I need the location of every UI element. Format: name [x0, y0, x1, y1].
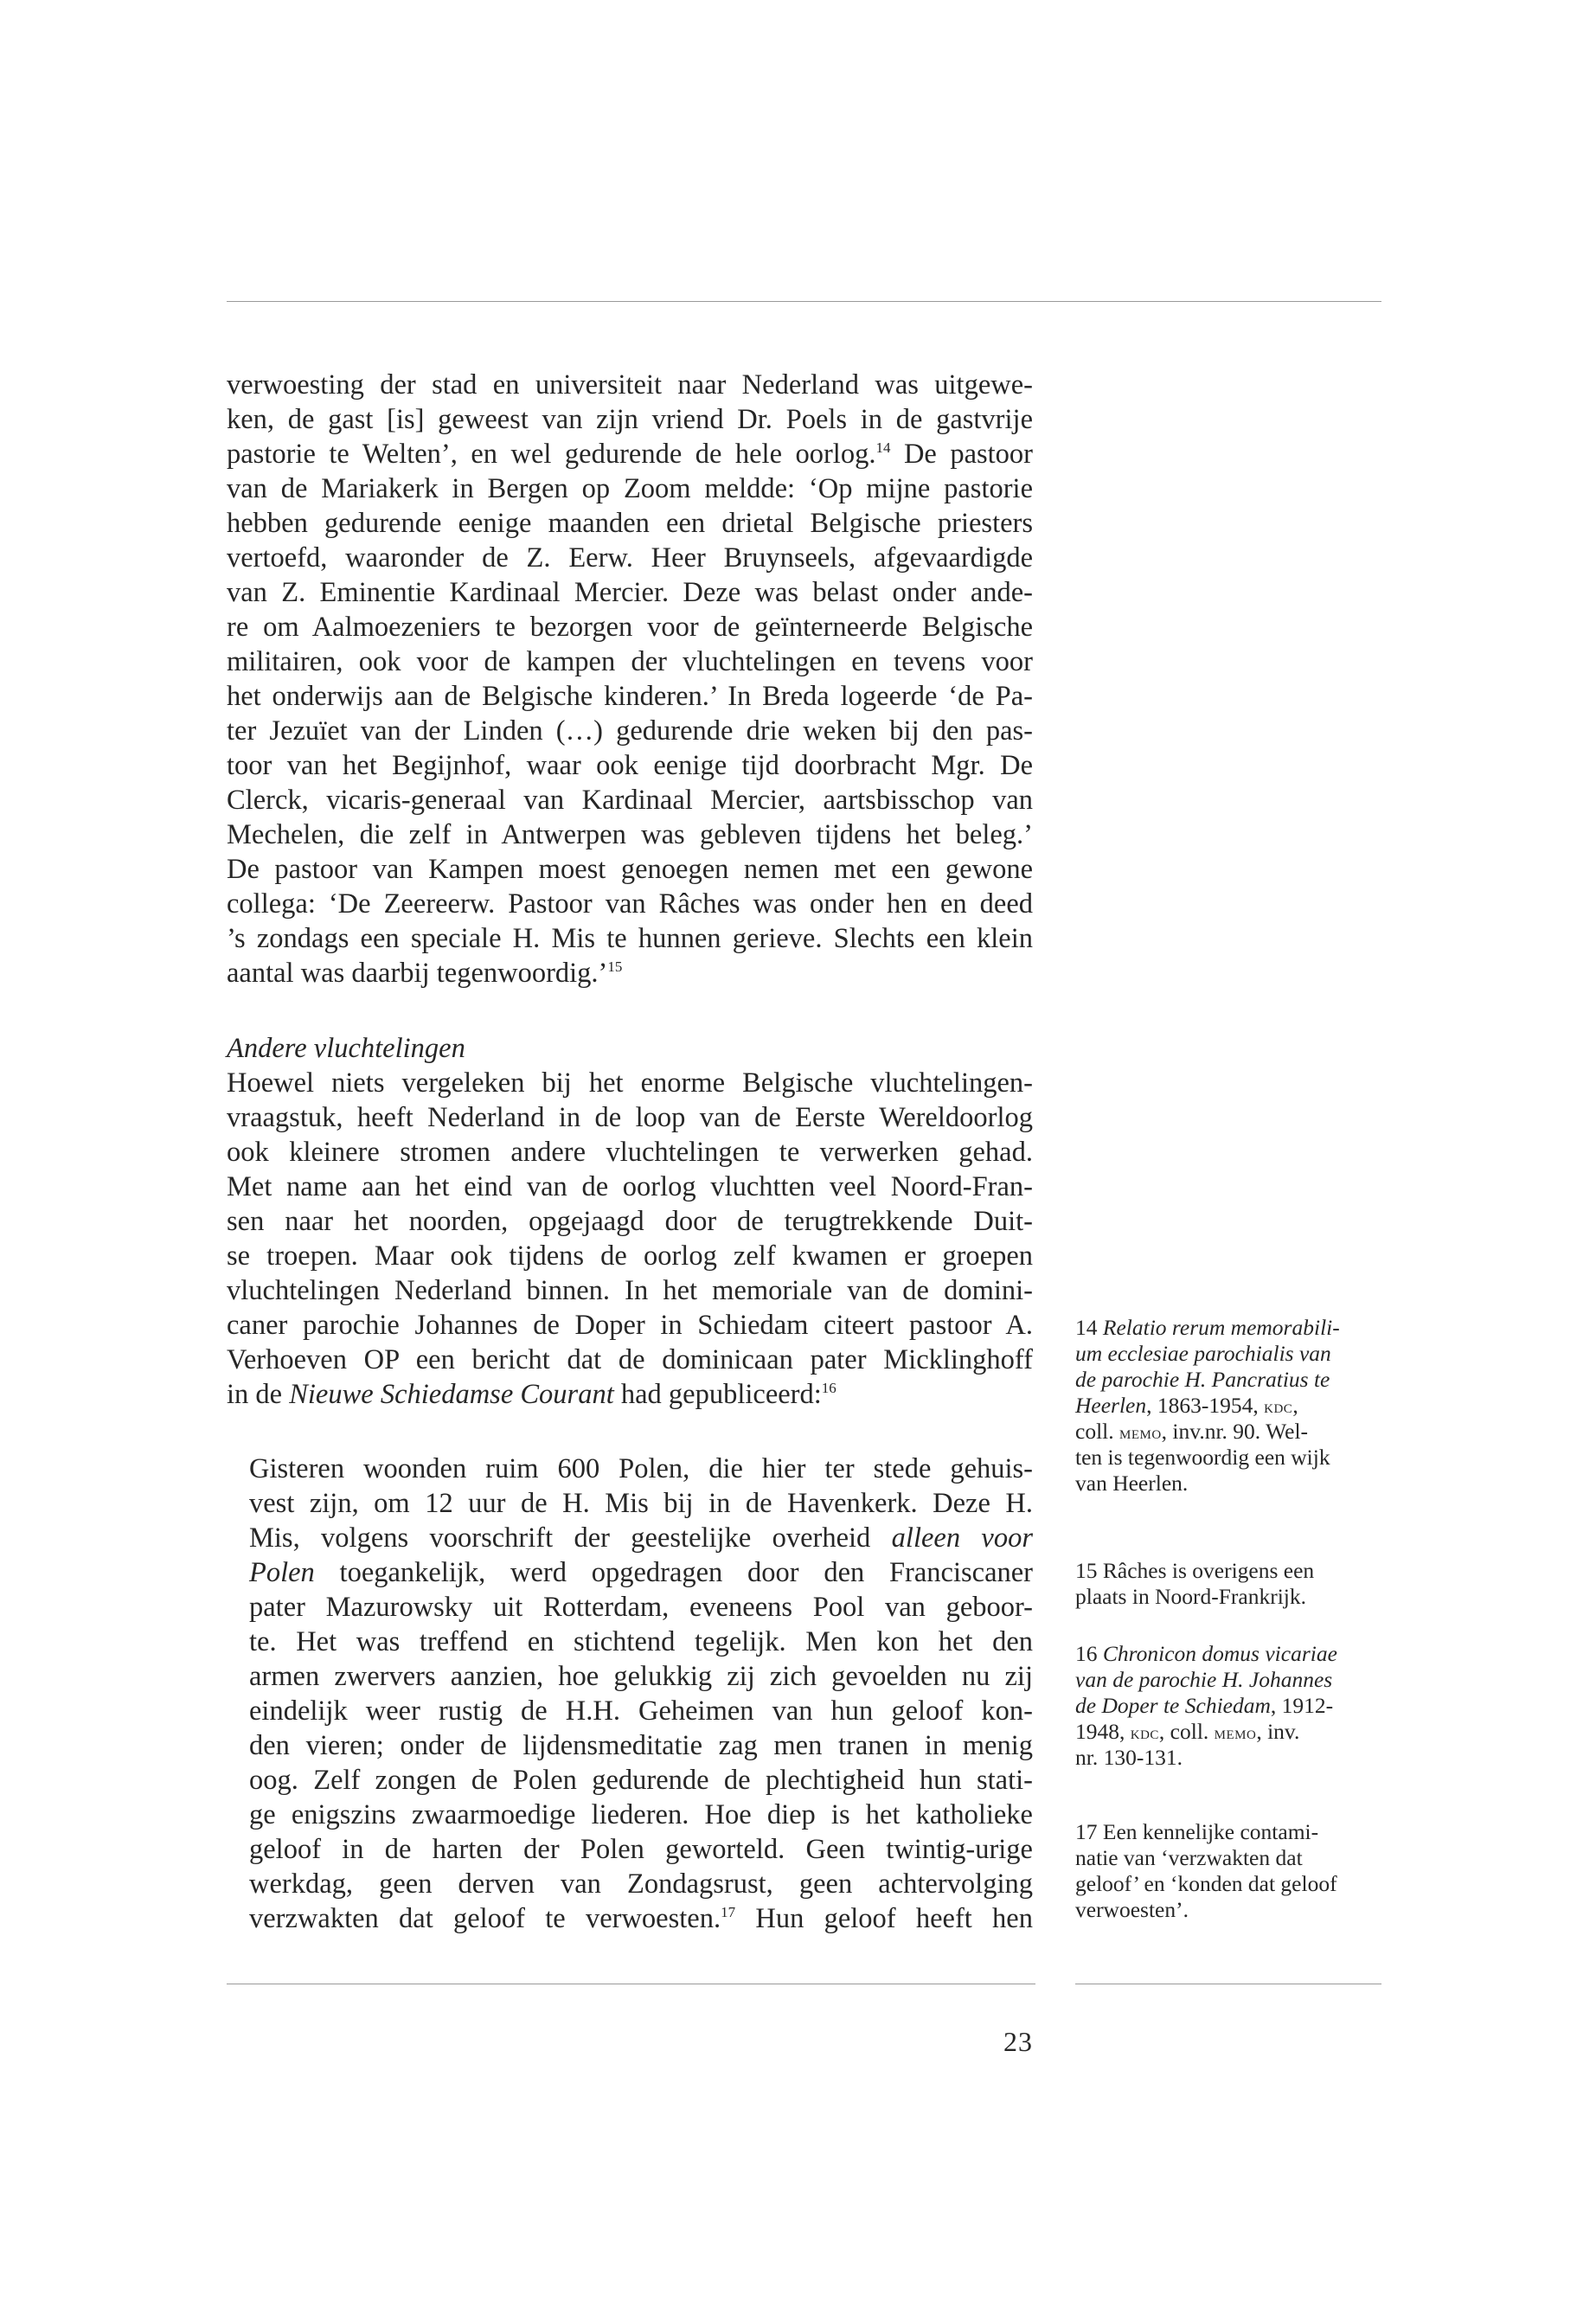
footnote-number: 15: [1075, 1558, 1098, 1583]
footnote-line: geloof’ en ‘konden dat geloof: [1075, 1871, 1337, 1896]
section-heading: Andere vluchtelingen: [227, 1033, 465, 1064]
text-span: had gepubliceerd:: [613, 1379, 822, 1410]
footnote-line: [1075, 1315, 1381, 1341]
text-line: se troepen. Maar ook tijdens de oorlog zelf kwamen er groepen: [227, 1240, 1033, 1272]
text-line: Met name aan het eind van de oorlog vluchtten veel Noord-Fran-: [227, 1171, 1033, 1202]
footnote-line: [1075, 1719, 1381, 1745]
text-line: vraagstuk, heeft Nederland in de loop van de Eerste Wereldoorlog: [227, 1102, 1033, 1133]
text-line: vertoefd, waaronder de Z. Eerw. Heer Bruynseels, afgevaardigde: [227, 542, 1033, 574]
page-number: 23: [1003, 2026, 1033, 2057]
footnote-ref-14[interactable]: 14: [875, 439, 891, 456]
footnote-ref-15[interactable]: 15: [607, 958, 623, 975]
text-line: Clerck, vicaris-generaal van Kardinaal Mercier, aartsbisschop van: [227, 785, 1033, 816]
text-line: ter Jezuïet van der Linden (…) gedurende drie weken bij den pas-: [227, 715, 1033, 747]
footnote-number: 17: [1075, 1819, 1098, 1844]
text-line: Gisteren woonden ruim 600 Polen, die hier ter stede gehuis-: [249, 1453, 1033, 1484]
footnote-title: de parochie H. Pancratius te: [1075, 1367, 1330, 1392]
text-line: geloof in de harten der Polen geworteld. Geen twintig-urige: [249, 1834, 1033, 1865]
text-line: eindelijk weer rustig de H.H. Geheimen van hun geloof kon-: [249, 1695, 1033, 1727]
text-line: den vieren; onder de lijdensmeditatie zag men tranen in menig: [249, 1730, 1033, 1761]
text-line: Verhoeven OP een bericht dat de dominicaan pater Micklinghoff: [227, 1344, 1033, 1375]
body-paragraph-1: [227, 368, 1033, 990]
footnote-title: de Doper te Schiedam: [1075, 1693, 1271, 1718]
footnote-line: [1075, 1558, 1381, 1584]
text-span: Een kennelijke contami-: [1102, 1819, 1319, 1844]
footnote-title: um ecclesiae parochialis van: [1075, 1341, 1331, 1366]
footnote-title: Relatio rerum memorabili-: [1102, 1315, 1340, 1340]
footnote-line: [1075, 1667, 1381, 1693]
abbreviation: memo: [1119, 1421, 1162, 1443]
footnote-number: 16: [1075, 1641, 1098, 1666]
text-span: De pastoor: [890, 439, 1033, 470]
text-line: [227, 956, 1033, 990]
body-paragraph-2: [227, 1066, 1033, 1412]
text-line: De pastoor van Kampen moest genoegen nemen met een gewone: [227, 854, 1033, 885]
abbreviation: kdc: [1130, 1721, 1159, 1743]
text-line: [249, 1521, 1033, 1555]
footnote-line: natie van ‘verzwakten dat: [1075, 1845, 1303, 1870]
text-span: , 1912-: [1270, 1693, 1334, 1718]
text-span: aantal was daarbij tegenwoordig.’: [227, 958, 608, 989]
text-span: 1948,: [1075, 1719, 1131, 1744]
text-span: , coll.: [1158, 1719, 1215, 1744]
newspaper-title: Nieuwe Schiedamse Courant: [289, 1379, 614, 1410]
text-line: [249, 1555, 1033, 1590]
footnote-number: 14: [1075, 1315, 1098, 1340]
text-span: verzwakten dat geloof te verwoesten.: [249, 1903, 721, 1934]
text-line: pater Mazurowsky uit Rotterdam, eveneens Pool van geboor-: [249, 1592, 1033, 1623]
text-line: [249, 1901, 1033, 1936]
text-span: Mis, volgens voorschrift der geestelijke overheid: [249, 1522, 892, 1554]
text-line: militairen, ook voor de kampen der vluchtelingen en tevens voor: [227, 646, 1033, 677]
footnote-line: verwoesten’.: [1075, 1897, 1189, 1922]
text-line: vest zijn, om 12 uur de H. Mis bij in de Havenkerk. Deze H.: [249, 1488, 1033, 1519]
text-line: ’s zondags een speciale H. Mis te hunnen gerieve. Slechts een klein: [227, 923, 1033, 954]
text-line: ge enigszins zwaarmoedige liederen. Hoe diep is het katholieke: [249, 1799, 1033, 1830]
text-span: coll.: [1075, 1419, 1119, 1444]
text-line: te. Het was treffend en stichtend tegelijk. Men kon het den: [249, 1626, 1033, 1657]
text-line: hebben gedurende eenige maanden een drietal Belgische priesters: [227, 508, 1033, 539]
footnote-line: [1075, 1341, 1381, 1367]
emphasis-text: Polen: [249, 1557, 315, 1588]
text-line: ken, de gast [is] geweest van zijn vriend Dr. Poels in de gastvrije: [227, 404, 1033, 435]
footnote-line: plaats in Noord-Frankrijk.: [1075, 1584, 1306, 1609]
abbreviation: kdc: [1264, 1395, 1293, 1417]
footnote-title: van de parochie H. Johannes: [1075, 1667, 1333, 1692]
text-line: Hoewel niets vergeleken bij het enorme Belgische vluchtelingen-: [227, 1067, 1033, 1099]
text-span: in de: [227, 1379, 290, 1410]
footnote-line: [1075, 1367, 1381, 1393]
block-quote: [249, 1452, 1033, 1936]
footnote-title: Heerlen: [1075, 1393, 1147, 1418]
text-span: toegankelijk, werd opgedragen door den Franciscaner: [314, 1557, 1033, 1588]
footnote-line: [1075, 1693, 1381, 1719]
footnote-line: ten is tegenwoordig een wijk: [1075, 1445, 1330, 1470]
text-span: , inv.: [1256, 1719, 1300, 1744]
text-line: collega: ‘De Zeereerw. Pastoor van Râches was onder hen en deed: [227, 888, 1033, 920]
text-span: ,: [1292, 1393, 1298, 1418]
text-line: van Z. Eminentie Kardinaal Mercier. Deze was belast onder ande-: [227, 577, 1033, 608]
footnote-line: [1075, 1819, 1381, 1845]
abbreviation: memo: [1214, 1721, 1257, 1743]
text-line: vluchtelingen Nederland binnen. In het memoriale van de domini-: [227, 1275, 1033, 1306]
text-line: het onderwijs aan de Belgische kinderen.’ In Breda logeerde ‘de Pa-: [227, 681, 1033, 712]
text-line: Mechelen, die zelf in Antwerpen was gebleven tijdens het beleg.’: [227, 819, 1033, 850]
text-span: Râches is overigens een: [1102, 1558, 1315, 1583]
footnote-line: nr. 130-131.: [1075, 1745, 1183, 1770]
footnote-ref-17[interactable]: 17: [721, 1904, 736, 1920]
top-rule: [227, 301, 1381, 302]
text-line: [227, 1377, 1033, 1412]
text-line: verwoesting der stad en universiteit naar Nederland was uitgewe-: [227, 369, 1033, 401]
text-span: Hun geloof heeft hen: [735, 1903, 1033, 1934]
footnote-line: van Heerlen.: [1075, 1471, 1189, 1496]
text-span: , 1863-1954,: [1146, 1393, 1265, 1418]
footnote-line: [1075, 1641, 1381, 1667]
text-line: sen naar het noorden, opgejaagd door de terugtrekkende Duit-: [227, 1206, 1033, 1237]
text-line: re om Aalmoezeniers te bezorgen voor de geïnterneerde Belgische: [227, 612, 1033, 643]
footnote-line: [1075, 1419, 1381, 1445]
text-span: pastorie te Welten’, en wel gedurende de hele oorlog.: [227, 439, 876, 470]
footnote-14: [1075, 1315, 1381, 1497]
text-line: armen zwervers aanzien, hoe gelukkig zij zich gevoelden nu zij: [249, 1661, 1033, 1692]
text-line: werkdag, geen derven van Zondagsrust, geen achtervolging: [249, 1868, 1033, 1900]
text-line: ook kleinere stromen andere vluchtelingen te verwerken gehad.: [227, 1137, 1033, 1168]
text-line: toor van het Begijnhof, waar ook eenige tijd doorbracht Mgr. De: [227, 750, 1033, 781]
footnote-16: [1075, 1641, 1381, 1771]
text-line: van de Mariakerk in Bergen op Zoom meldde: ‘Op mijne pastorie: [227, 473, 1033, 504]
text-span: , inv.nr. 90. Wel-: [1161, 1419, 1309, 1444]
emphasis-text: alleen voor: [891, 1522, 1034, 1554]
footnote-17: [1075, 1819, 1381, 1923]
footnote-title: Chronicon domus vicariae: [1102, 1641, 1337, 1666]
footnote-15: [1075, 1558, 1381, 1610]
footnote-line: [1075, 1393, 1381, 1419]
footnote-ref-16[interactable]: 16: [821, 1380, 836, 1396]
text-line: [227, 437, 1033, 471]
text-line: oog. Zelf zongen de Polen gedurende de plechtigheid hun stati-: [249, 1765, 1033, 1796]
text-line: caner parochie Johannes de Doper in Schiedam citeert pastoor A.: [227, 1310, 1033, 1341]
